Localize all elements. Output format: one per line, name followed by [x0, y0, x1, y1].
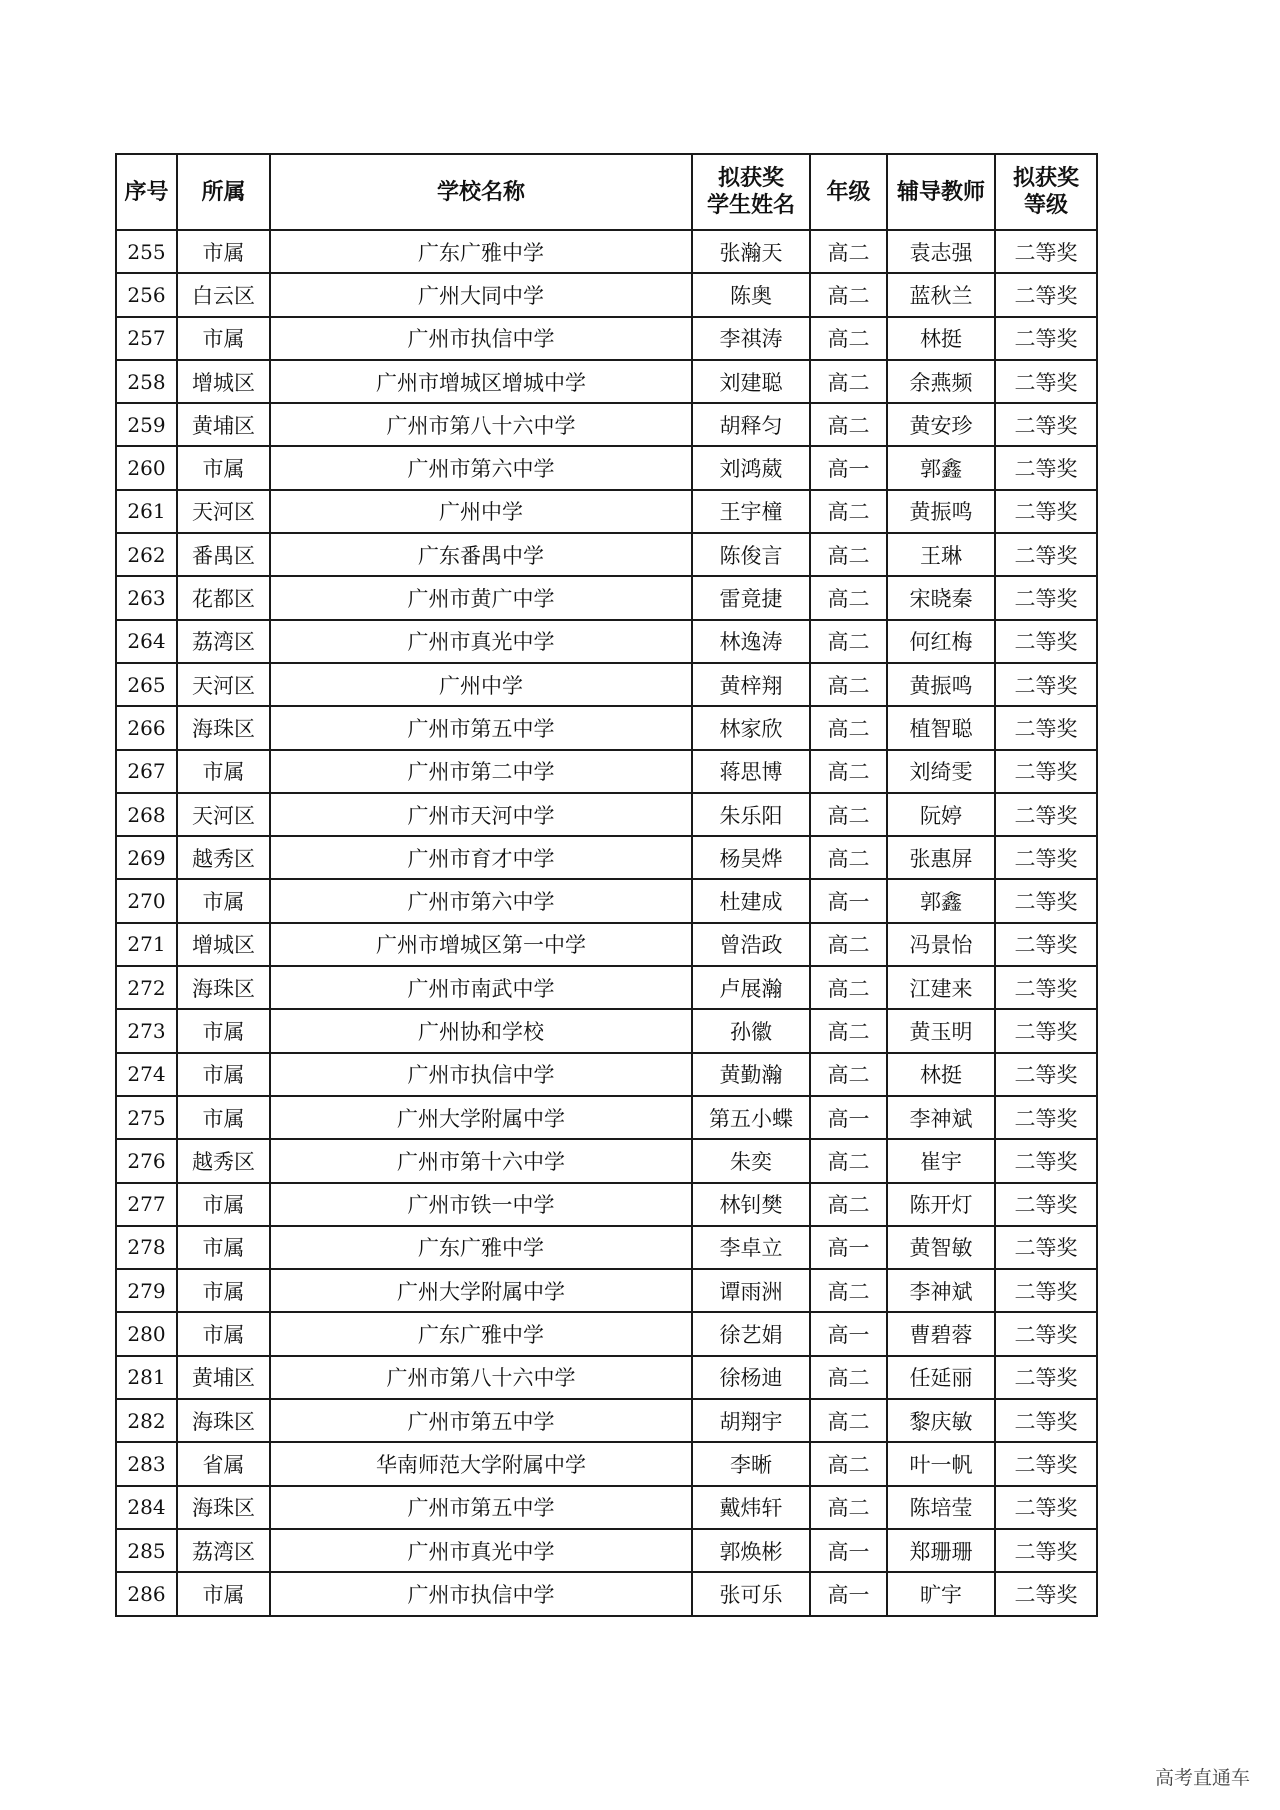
header-award: 拟获奖 等级	[995, 154, 1097, 230]
cell-district: 市属	[177, 1226, 270, 1269]
cell-teacher: 黄智敏	[887, 1226, 995, 1269]
cell-district: 荔湾区	[177, 620, 270, 663]
cell-student: 杨昊烨	[692, 836, 810, 879]
cell-student: 黄梓翔	[692, 663, 810, 706]
cell-award: 二等奖	[995, 446, 1097, 489]
header-seq: 序号	[116, 154, 177, 230]
cell-award: 二等奖	[995, 230, 1097, 273]
cell-teacher: 冯景怡	[887, 923, 995, 966]
cell-district: 番禺区	[177, 533, 270, 576]
cell-school: 广州市黄广中学	[270, 576, 692, 619]
cell-student: 戴炜轩	[692, 1486, 810, 1529]
table-row	[116, 360, 1097, 403]
table-row	[116, 1442, 1097, 1485]
cell-teacher: 黎庆敏	[887, 1399, 995, 1442]
cell-seq: 255	[116, 230, 177, 273]
cell-school: 广州市第五中学	[270, 1399, 692, 1442]
cell-school: 广州市真光中学	[270, 620, 692, 663]
cell-award: 二等奖	[995, 1312, 1097, 1355]
cell-student: 林钊樊	[692, 1183, 810, 1226]
cell-grade: 高二	[810, 923, 887, 966]
cell-seq: 256	[116, 273, 177, 316]
cell-district: 海珠区	[177, 1486, 270, 1529]
cell-student: 谭雨洲	[692, 1269, 810, 1312]
header-grade: 年级	[810, 154, 887, 230]
cell-teacher: 黄安珍	[887, 403, 995, 446]
cell-seq: 266	[116, 706, 177, 749]
cell-seq: 272	[116, 966, 177, 1009]
table-row	[116, 1399, 1097, 1442]
cell-seq: 275	[116, 1096, 177, 1139]
cell-award: 二等奖	[995, 879, 1097, 922]
cell-grade: 高二	[810, 317, 887, 360]
cell-seq: 271	[116, 923, 177, 966]
table-row	[116, 836, 1097, 879]
cell-student: 王宇橦	[692, 490, 810, 533]
cell-award: 二等奖	[995, 317, 1097, 360]
cell-student: 朱乐阳	[692, 793, 810, 836]
cell-district: 越秀区	[177, 836, 270, 879]
cell-student: 郭焕彬	[692, 1529, 810, 1572]
cell-award: 二等奖	[995, 793, 1097, 836]
cell-teacher: 郭鑫	[887, 446, 995, 489]
cell-student: 张可乐	[692, 1572, 810, 1615]
cell-teacher: 阮婷	[887, 793, 995, 836]
cell-grade: 高一	[810, 879, 887, 922]
cell-seq: 273	[116, 1009, 177, 1052]
cell-school: 广州大同中学	[270, 273, 692, 316]
cell-award: 二等奖	[995, 490, 1097, 533]
cell-student: 刘建聪	[692, 360, 810, 403]
cell-grade: 高二	[810, 1442, 887, 1485]
cell-school: 广州市第五中学	[270, 1486, 692, 1529]
cell-district: 市属	[177, 446, 270, 489]
cell-award: 二等奖	[995, 1053, 1097, 1096]
cell-school: 广州市执信中学	[270, 1053, 692, 1096]
cell-student: 陈奥	[692, 273, 810, 316]
cell-grade: 高一	[810, 1529, 887, 1572]
cell-school: 广州市南武中学	[270, 966, 692, 1009]
cell-school: 广州中学	[270, 490, 692, 533]
cell-school: 广州市真光中学	[270, 1529, 692, 1572]
cell-seq: 261	[116, 490, 177, 533]
header-school: 学校名称	[270, 154, 692, 230]
table-row	[116, 230, 1097, 273]
cell-seq: 262	[116, 533, 177, 576]
table-row	[116, 620, 1097, 663]
cell-student: 雷竟捷	[692, 576, 810, 619]
table-row	[116, 750, 1097, 793]
cell-seq: 284	[116, 1486, 177, 1529]
cell-grade: 高二	[810, 1356, 887, 1399]
cell-district: 海珠区	[177, 1399, 270, 1442]
cell-teacher: 陈培莹	[887, 1486, 995, 1529]
cell-district: 省属	[177, 1442, 270, 1485]
table-row	[116, 966, 1097, 1009]
cell-seq: 276	[116, 1139, 177, 1182]
cell-teacher: 李神斌	[887, 1096, 995, 1139]
cell-award: 二等奖	[995, 360, 1097, 403]
cell-grade: 高一	[810, 1226, 887, 1269]
cell-award: 二等奖	[995, 750, 1097, 793]
cell-district: 市属	[177, 1183, 270, 1226]
cell-student: 徐杨迪	[692, 1356, 810, 1399]
cell-grade: 高二	[810, 576, 887, 619]
cell-grade: 高二	[810, 490, 887, 533]
cell-student: 杜建成	[692, 879, 810, 922]
cell-award: 二等奖	[995, 663, 1097, 706]
cell-seq: 259	[116, 403, 177, 446]
cell-district: 越秀区	[177, 1139, 270, 1182]
cell-grade: 高二	[810, 750, 887, 793]
cell-district: 白云区	[177, 273, 270, 316]
cell-seq: 260	[116, 446, 177, 489]
cell-student: 刘鸿葳	[692, 446, 810, 489]
cell-award: 二等奖	[995, 1226, 1097, 1269]
cell-school: 广东番禺中学	[270, 533, 692, 576]
cell-teacher: 陈开灯	[887, 1183, 995, 1226]
cell-student: 胡释匀	[692, 403, 810, 446]
table-row	[116, 1226, 1097, 1269]
cell-district: 市属	[177, 1009, 270, 1052]
table-row	[116, 1572, 1097, 1615]
cell-student: 张瀚天	[692, 230, 810, 273]
cell-district: 天河区	[177, 793, 270, 836]
cell-grade: 高一	[810, 1096, 887, 1139]
cell-seq: 285	[116, 1529, 177, 1572]
table-row	[116, 1009, 1097, 1052]
cell-seq: 263	[116, 576, 177, 619]
cell-seq: 258	[116, 360, 177, 403]
cell-school: 广州市执信中学	[270, 1572, 692, 1615]
cell-district: 海珠区	[177, 966, 270, 1009]
cell-school: 广州中学	[270, 663, 692, 706]
cell-student: 朱奕	[692, 1139, 810, 1182]
table-row	[116, 793, 1097, 836]
cell-seq: 282	[116, 1399, 177, 1442]
cell-award: 二等奖	[995, 273, 1097, 316]
table-row	[116, 1356, 1097, 1399]
cell-school: 华南师范大学附属中学	[270, 1442, 692, 1485]
cell-seq: 277	[116, 1183, 177, 1226]
cell-award: 二等奖	[995, 836, 1097, 879]
cell-seq: 286	[116, 1572, 177, 1615]
cell-school: 广东广雅中学	[270, 230, 692, 273]
cell-grade: 高二	[810, 1183, 887, 1226]
cell-grade: 高二	[810, 1269, 887, 1312]
header-teacher: 辅导教师	[887, 154, 995, 230]
table-row	[116, 1053, 1097, 1096]
cell-grade: 高二	[810, 1139, 887, 1182]
cell-seq: 270	[116, 879, 177, 922]
cell-school: 广州大学附属中学	[270, 1269, 692, 1312]
cell-school: 广州市天河中学	[270, 793, 692, 836]
cell-teacher: 袁志强	[887, 230, 995, 273]
cell-grade: 高二	[810, 230, 887, 273]
cell-teacher: 植智聪	[887, 706, 995, 749]
cell-award: 二等奖	[995, 923, 1097, 966]
cell-district: 市属	[177, 317, 270, 360]
cell-grade: 高二	[810, 663, 887, 706]
cell-grade: 高二	[810, 533, 887, 576]
table-row	[116, 317, 1097, 360]
cell-student: 李晰	[692, 1442, 810, 1485]
cell-student: 林家欣	[692, 706, 810, 749]
cell-grade: 高二	[810, 1009, 887, 1052]
cell-teacher: 蓝秋兰	[887, 273, 995, 316]
cell-district: 黄埔区	[177, 1356, 270, 1399]
cell-student: 孙徽	[692, 1009, 810, 1052]
table-row	[116, 1312, 1097, 1355]
cell-student: 李卓立	[692, 1226, 810, 1269]
cell-district: 市属	[177, 1053, 270, 1096]
cell-award: 二等奖	[995, 1529, 1097, 1572]
cell-seq: 274	[116, 1053, 177, 1096]
cell-school: 广州市第六中学	[270, 446, 692, 489]
award-table	[115, 153, 1098, 1617]
cell-grade: 高二	[810, 966, 887, 1009]
cell-grade: 高一	[810, 446, 887, 489]
cell-district: 海珠区	[177, 706, 270, 749]
cell-seq: 267	[116, 750, 177, 793]
cell-award: 二等奖	[995, 1399, 1097, 1442]
table-row	[116, 1269, 1097, 1312]
cell-teacher: 余燕频	[887, 360, 995, 403]
cell-student: 陈俊言	[692, 533, 810, 576]
cell-school: 广州市第六中学	[270, 879, 692, 922]
table-row	[116, 1183, 1097, 1226]
cell-school: 广州市第八十六中学	[270, 403, 692, 446]
cell-teacher: 王琳	[887, 533, 995, 576]
cell-award: 二等奖	[995, 1183, 1097, 1226]
cell-teacher: 叶一帆	[887, 1442, 995, 1485]
table-row	[116, 1486, 1097, 1529]
cell-seq: 268	[116, 793, 177, 836]
cell-school: 广东广雅中学	[270, 1226, 692, 1269]
cell-seq: 264	[116, 620, 177, 663]
table-row	[116, 1096, 1097, 1139]
cell-student: 黄勤瀚	[692, 1053, 810, 1096]
cell-award: 二等奖	[995, 1269, 1097, 1312]
cell-school: 广州市第五中学	[270, 706, 692, 749]
cell-award: 二等奖	[995, 1356, 1097, 1399]
header-row	[116, 154, 1097, 230]
table-row	[116, 706, 1097, 749]
cell-teacher: 江建来	[887, 966, 995, 1009]
cell-award: 二等奖	[995, 1139, 1097, 1182]
table-row	[116, 403, 1097, 446]
cell-seq: 269	[116, 836, 177, 879]
cell-grade: 高二	[810, 793, 887, 836]
cell-grade: 高二	[810, 403, 887, 446]
cell-seq: 283	[116, 1442, 177, 1485]
cell-student: 林逸涛	[692, 620, 810, 663]
cell-teacher: 宋晓秦	[887, 576, 995, 619]
cell-teacher: 任延丽	[887, 1356, 995, 1399]
cell-district: 黄埔区	[177, 403, 270, 446]
table-row	[116, 1139, 1097, 1182]
cell-school: 广州市增城区增城中学	[270, 360, 692, 403]
header-student: 拟获奖 学生姓名	[692, 154, 810, 230]
cell-district: 市属	[177, 1312, 270, 1355]
table-row	[116, 663, 1097, 706]
table-row	[116, 490, 1097, 533]
header-district: 所属	[177, 154, 270, 230]
table-body	[116, 230, 1097, 1616]
cell-award: 二等奖	[995, 706, 1097, 749]
cell-award: 二等奖	[995, 966, 1097, 1009]
cell-teacher: 刘绮雯	[887, 750, 995, 793]
cell-school: 广州协和学校	[270, 1009, 692, 1052]
table-row	[116, 923, 1097, 966]
table-row	[116, 273, 1097, 316]
cell-district: 天河区	[177, 663, 270, 706]
table-row	[116, 533, 1097, 576]
cell-seq: 280	[116, 1312, 177, 1355]
table-header	[116, 154, 1097, 230]
cell-grade: 高二	[810, 1399, 887, 1442]
cell-grade: 高二	[810, 836, 887, 879]
cell-grade: 高二	[810, 360, 887, 403]
cell-grade: 高二	[810, 1486, 887, 1529]
cell-student: 徐艺娟	[692, 1312, 810, 1355]
cell-grade: 高二	[810, 1053, 887, 1096]
watermark-text: 高考直通车	[1154, 1767, 1250, 1789]
cell-district: 天河区	[177, 490, 270, 533]
cell-district: 市属	[177, 230, 270, 273]
cell-teacher: 李神斌	[887, 1269, 995, 1312]
cell-award: 二等奖	[995, 403, 1097, 446]
cell-district: 市属	[177, 1269, 270, 1312]
cell-award: 二等奖	[995, 1096, 1097, 1139]
cell-grade: 高二	[810, 273, 887, 316]
cell-teacher: 崔宇	[887, 1139, 995, 1182]
cell-grade: 高一	[810, 1572, 887, 1615]
cell-district: 市属	[177, 879, 270, 922]
cell-seq: 257	[116, 317, 177, 360]
cell-student: 蒋思博	[692, 750, 810, 793]
cell-school: 广州市第十六中学	[270, 1139, 692, 1182]
cell-teacher: 林挺	[887, 1053, 995, 1096]
cell-teacher: 郑珊珊	[887, 1529, 995, 1572]
cell-teacher: 黄振鸣	[887, 663, 995, 706]
table-row	[116, 576, 1097, 619]
cell-seq: 278	[116, 1226, 177, 1269]
cell-student: 第五小蝶	[692, 1096, 810, 1139]
cell-award: 二等奖	[995, 1572, 1097, 1615]
cell-school: 广州市第二中学	[270, 750, 692, 793]
cell-seq: 265	[116, 663, 177, 706]
cell-student: 卢展瀚	[692, 966, 810, 1009]
cell-award: 二等奖	[995, 1442, 1097, 1485]
cell-teacher: 林挺	[887, 317, 995, 360]
cell-district: 花都区	[177, 576, 270, 619]
cell-district: 增城区	[177, 360, 270, 403]
cell-grade: 高一	[810, 1312, 887, 1355]
cell-grade: 高二	[810, 620, 887, 663]
table-row	[116, 1529, 1097, 1572]
cell-district: 市属	[177, 750, 270, 793]
cell-award: 二等奖	[995, 620, 1097, 663]
cell-school: 广东广雅中学	[270, 1312, 692, 1355]
cell-teacher: 张惠屏	[887, 836, 995, 879]
cell-teacher: 何红梅	[887, 620, 995, 663]
cell-school: 广州市第八十六中学	[270, 1356, 692, 1399]
cell-district: 市属	[177, 1572, 270, 1615]
cell-school: 广州市育才中学	[270, 836, 692, 879]
cell-award: 二等奖	[995, 1486, 1097, 1529]
cell-district: 市属	[177, 1096, 270, 1139]
cell-award: 二等奖	[995, 1009, 1097, 1052]
cell-school: 广州市增城区第一中学	[270, 923, 692, 966]
cell-teacher: 黄玉明	[887, 1009, 995, 1052]
cell-student: 胡翔宇	[692, 1399, 810, 1442]
cell-teacher: 曹碧蓉	[887, 1312, 995, 1355]
cell-student: 曾浩政	[692, 923, 810, 966]
cell-teacher: 郭鑫	[887, 879, 995, 922]
cell-school: 广州市执信中学	[270, 317, 692, 360]
cell-district: 荔湾区	[177, 1529, 270, 1572]
cell-school: 广州市铁一中学	[270, 1183, 692, 1226]
cell-teacher: 旷宇	[887, 1572, 995, 1615]
cell-award: 二等奖	[995, 533, 1097, 576]
cell-award: 二等奖	[995, 576, 1097, 619]
cell-grade: 高二	[810, 706, 887, 749]
cell-seq: 281	[116, 1356, 177, 1399]
cell-seq: 279	[116, 1269, 177, 1312]
table-row	[116, 879, 1097, 922]
cell-district: 增城区	[177, 923, 270, 966]
table-row	[116, 446, 1097, 489]
cell-teacher: 黄振鸣	[887, 490, 995, 533]
cell-school: 广州大学附属中学	[270, 1096, 692, 1139]
cell-student: 李祺涛	[692, 317, 810, 360]
